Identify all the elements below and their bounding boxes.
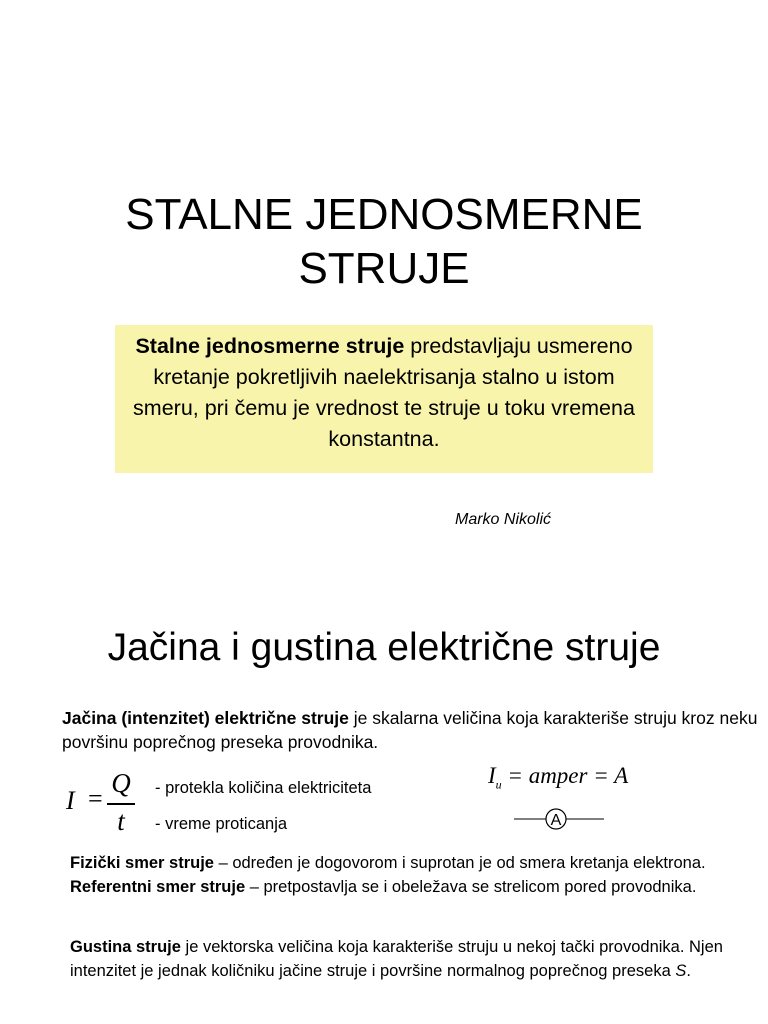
- slide-title-line2: STRUJE: [298, 244, 470, 293]
- author-name: Marko Nikolić: [455, 511, 552, 528]
- intensity-paragraph: [62, 706, 768, 754]
- unit-definition: = amper = A: [501, 763, 629, 788]
- formula-lhs: I: [66, 786, 75, 815]
- formula-numerator: Q: [111, 768, 131, 798]
- definition-box: [115, 325, 653, 473]
- formula-label-charge: - protekla količina elektriciteta: [155, 779, 372, 797]
- unit-formula: [488, 763, 628, 793]
- density-symbol: S: [675, 962, 687, 980]
- formula-equals: =: [88, 784, 103, 813]
- formula-label-time: - vreme proticanja: [155, 815, 288, 833]
- physical-direction-term: Fizički smer struje: [70, 854, 214, 872]
- formula-denominator: t: [117, 806, 125, 836]
- intensity-text: je skalarna veličina koja karakteriše struju kroz neku površinu poprečnog preseka provodnika.: [62, 708, 758, 752]
- slide-title-line1: STALNE JEDNOSMERNE: [125, 190, 643, 239]
- fraction-bar: [107, 803, 135, 805]
- ammeter-label: A: [550, 812, 562, 829]
- section-heading: Jačina i gustina električne struje: [107, 626, 661, 669]
- density-text: je vektorska veličina koja karakteriše struju u nekoj tački provodnika. Njen intenzitet je jednak količniku jačine struje i površine normalnog poprečnog preseka: [70, 938, 723, 980]
- ammeter-icon: [510, 806, 606, 832]
- reference-direction-text: – pretpostavlja se i obeležava se strelicom pored provodnika.: [245, 878, 697, 896]
- density-term: Gustina struje: [70, 938, 181, 956]
- unit-symbol: I: [488, 763, 496, 788]
- unit-subscript: u: [495, 777, 502, 792]
- density-paragraph: [70, 935, 760, 983]
- intensity-term: Jačina (intenzitet) električne struje: [62, 708, 349, 728]
- physical-direction-text: – određen je dogovorom i suprotan je od smera kretanja elektrona.: [213, 854, 706, 872]
- direction-paragraph: [70, 851, 750, 899]
- definition-text: predstavljaju usmereno kretanje pokretljivih naelektrisanja stalno u istom smeru, pri čemu je vrednost te struje u toku vremena konstantna.: [133, 334, 635, 451]
- density-end: .: [686, 962, 691, 980]
- definition-term: Stalne jednosmerne struje: [135, 334, 405, 358]
- reference-direction-term: Referentni smer struje: [70, 878, 246, 896]
- slide-title: [0, 188, 768, 296]
- current-formula: [62, 768, 152, 840]
